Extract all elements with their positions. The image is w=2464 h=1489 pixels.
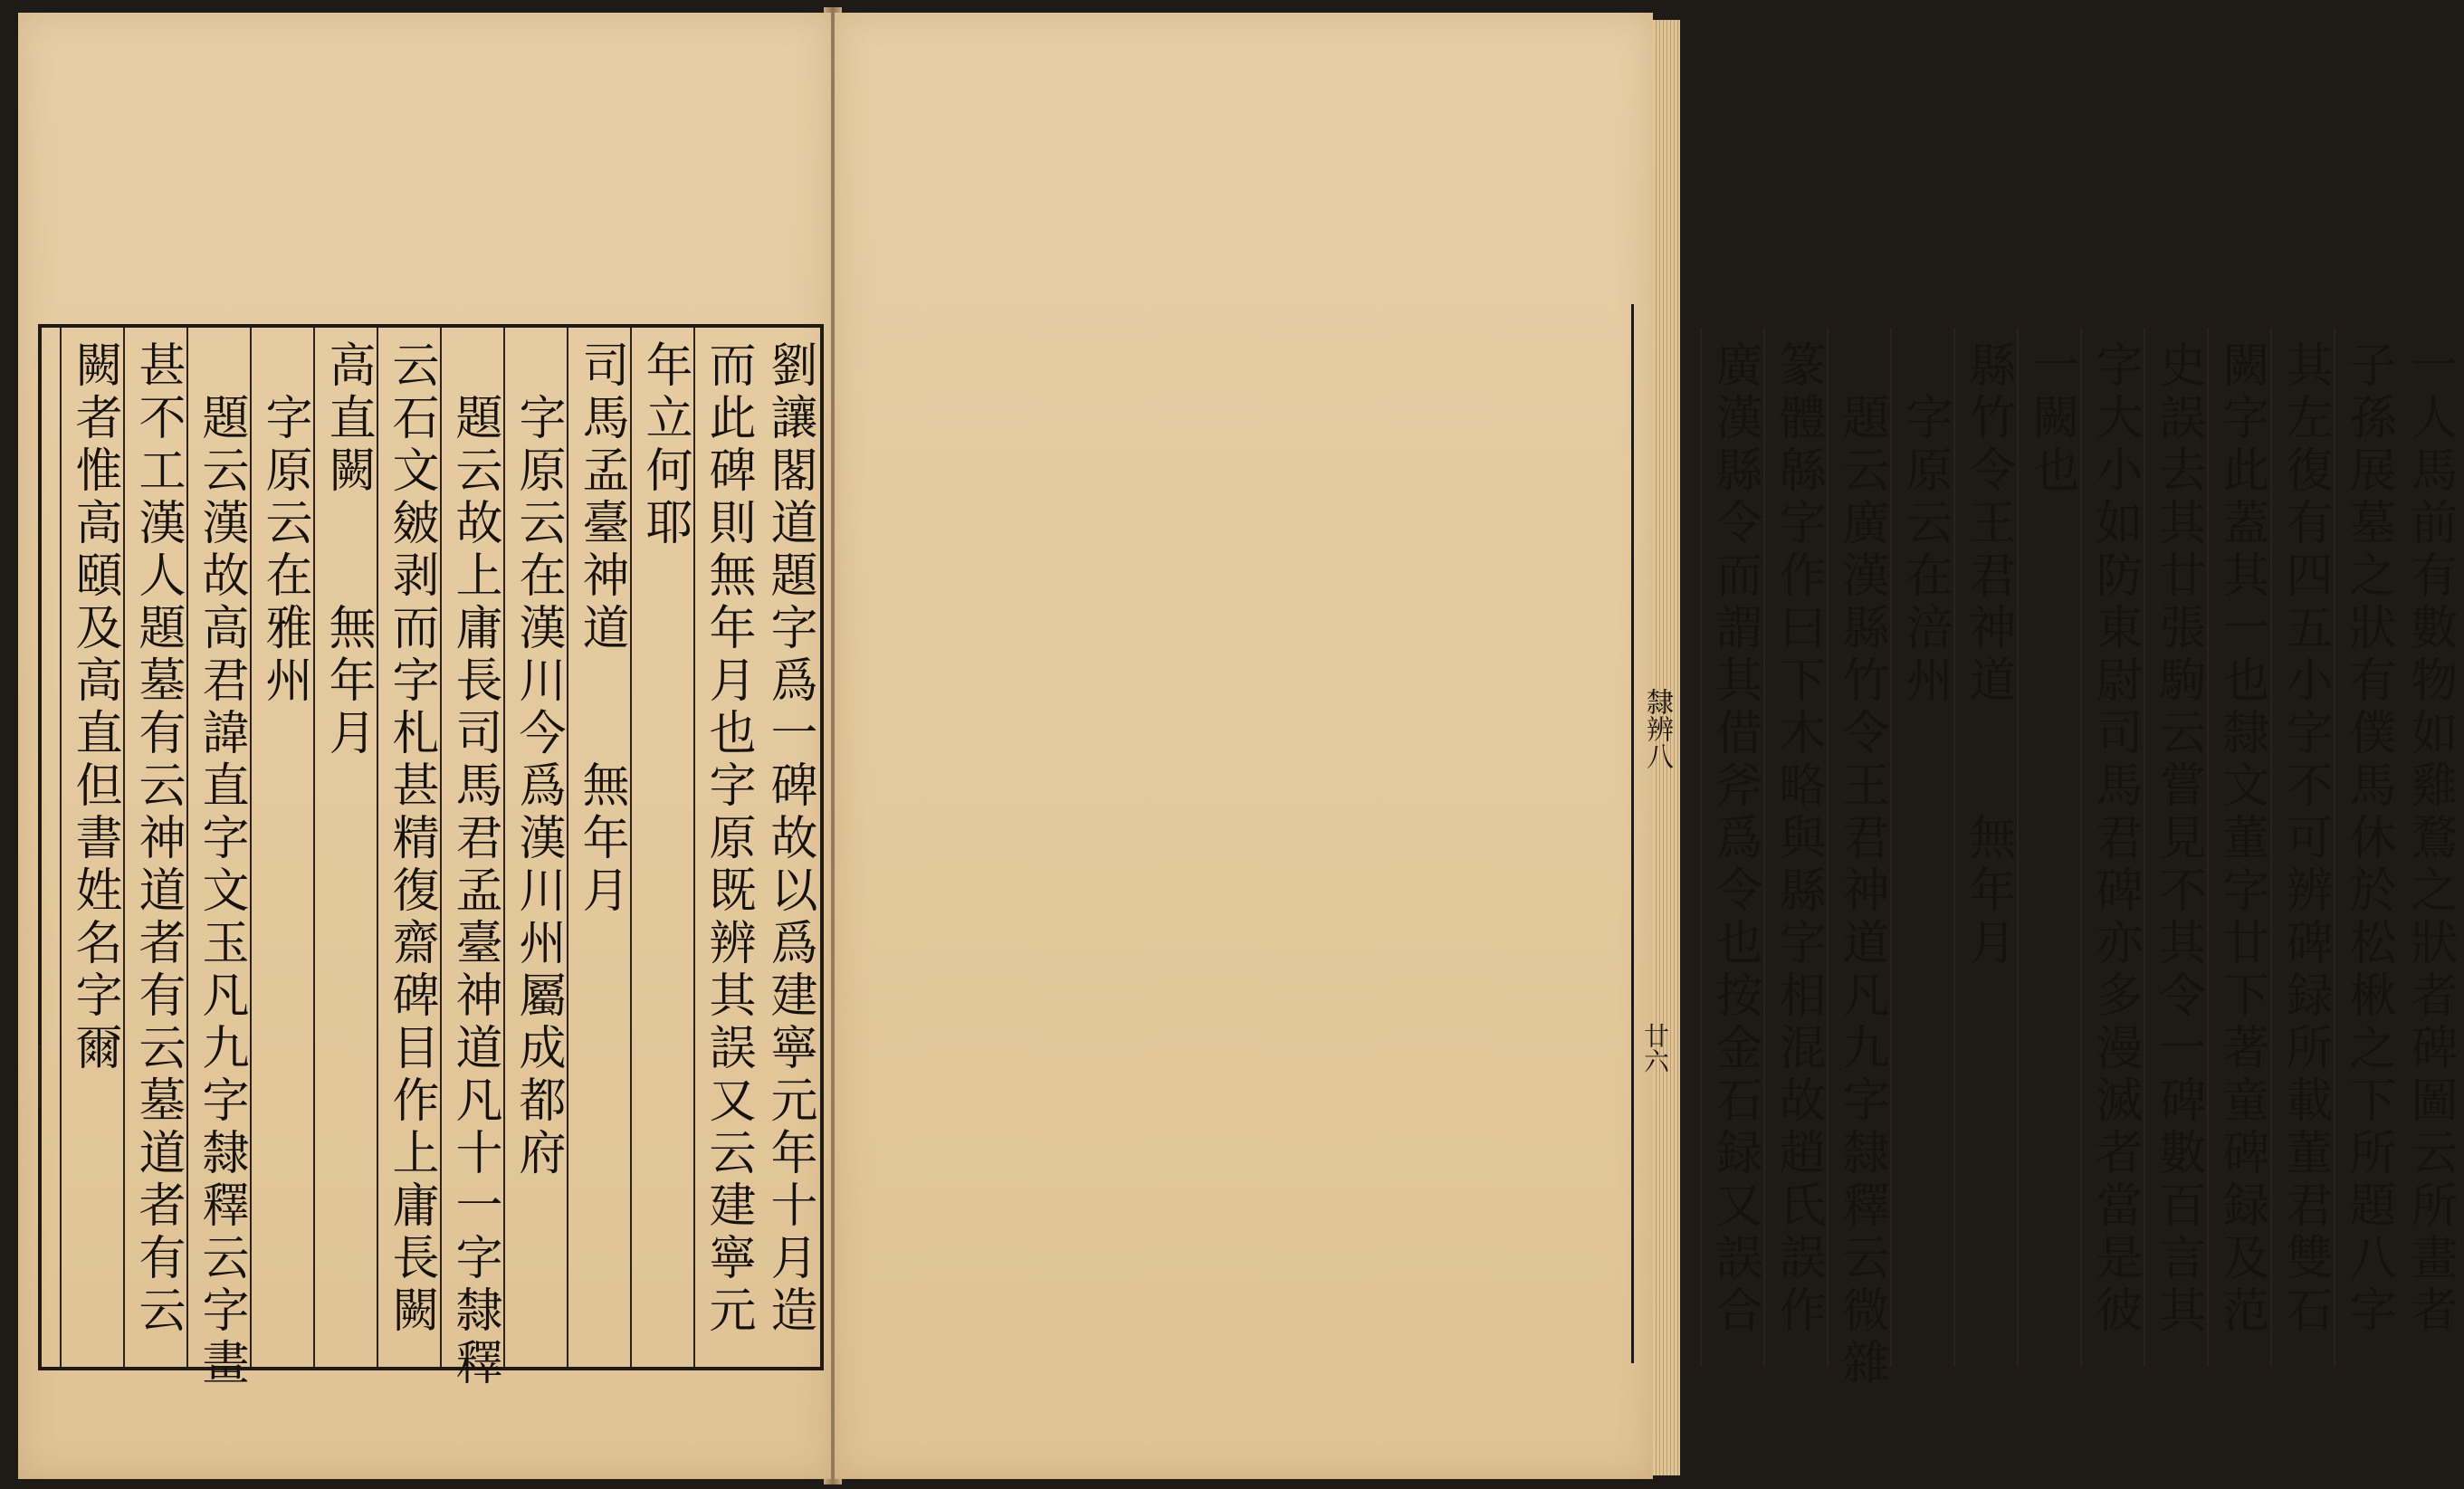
left-column-4 — [567, 328, 630, 1367]
column-text: 廣漢縣令而謂其借斧爲令也按金石録又誤合 — [1707, 340, 1762, 1338]
left-column-12 — [60, 328, 123, 1367]
column-text: 闕字此蓋其一也隸文董字廿下著童碑録及范 — [2214, 340, 2268, 1338]
right-page-frame — [1689, 324, 2464, 1390]
left-column-11 — [123, 328, 186, 1367]
right-column-1 — [2397, 328, 2460, 1367]
column-text: 而此碑則無年月也字原既辨其誤又云建寧元 — [701, 340, 755, 1338]
right-column-11 — [1763, 328, 1827, 1367]
column-text: 高直闕 無年月 — [320, 340, 375, 760]
left-page — [18, 13, 831, 1479]
right-column-4 — [2207, 328, 2270, 1367]
column-text: 字大小如防東尉司馬君碑亦多漫滅者當是彼 — [2087, 340, 2142, 1338]
right-column-2 — [2334, 328, 2397, 1367]
fore-edge-title: 隸辨八 — [1641, 688, 1673, 769]
left-margin-mark — [38, 1045, 53, 1108]
column-text: 題云漢故高君諱直字文玉凡九字隸釋云字畫 — [194, 393, 248, 1390]
right-column-3 — [2270, 328, 2334, 1367]
column-text: 篆體緜字作曰下木略與縣字相混故趙氏誤作 — [1771, 340, 1825, 1338]
right-column-7 — [2017, 328, 2080, 1367]
column-text: 縣竹令王君神道 無年月 — [1961, 340, 2015, 970]
left-column-7 — [377, 328, 440, 1367]
left-column-1 — [757, 328, 820, 1367]
column-text: 司馬孟臺神道 無年月 — [574, 340, 628, 918]
left-column-2 — [693, 328, 757, 1367]
column-text: 年立何耶 — [637, 340, 692, 550]
right-column-9 — [1890, 328, 1953, 1367]
column-text: 一人馬前有數物如雞鶩之狀者碑圖云所畫者 — [2402, 340, 2457, 1338]
block-center-fishtail — [1631, 304, 1656, 1363]
column-text: 字原云在涪州 — [1897, 393, 1952, 708]
left-column-5 — [503, 328, 567, 1367]
left-column-3 — [630, 328, 693, 1367]
right-column-5 — [2144, 328, 2207, 1367]
column-text: 字原云在漢川今爲漢川州屬成都府 — [511, 393, 565, 1180]
column-text: 史誤去其廿張駒云嘗見不其令一碑數百言其 — [2151, 340, 2205, 1338]
fore-edge-folio: 廿六 — [1640, 1023, 1670, 1074]
column-text: 子孫展墓之狀有僕馬休於松楸之下所題八字 — [2341, 340, 2395, 1338]
column-text: 云石文皴剥而字札甚精復齋碑目作上庸長闕 — [384, 340, 438, 1338]
column-text: 題云故上庸長司馬君孟臺神道凡十一字隸釋 — [447, 393, 501, 1390]
right-column-6 — [2080, 328, 2144, 1367]
left-page-frame — [38, 324, 824, 1390]
left-column-6 — [440, 328, 503, 1390]
column-text: 闕者惟高頤及高直但書姓名字爾 — [67, 340, 121, 1075]
left-column-9 — [250, 328, 313, 1367]
column-text: 一闕也 — [2024, 340, 2078, 498]
column-text: 題云廣漢縣竹令王君神道凡九字隸釋云微雜 — [1834, 393, 1888, 1390]
right-column-8 — [1953, 328, 2017, 1367]
column-text: 甚不工漢人題墓有云神道者有云墓道者有云 — [130, 340, 185, 1338]
column-text: 字原云在雅州 — [257, 393, 311, 708]
column-text: 其左復有四五小字不可辨碑録所載董君雙石 — [2278, 340, 2332, 1338]
left-column-8 — [313, 328, 377, 1367]
left-column-10 — [186, 328, 250, 1390]
right-column-12 — [1700, 328, 1763, 1367]
column-text: 劉讓閣道題字爲一碑故以爲建寧元年十月造 — [762, 340, 817, 1338]
right-column-10 — [1827, 328, 1890, 1390]
